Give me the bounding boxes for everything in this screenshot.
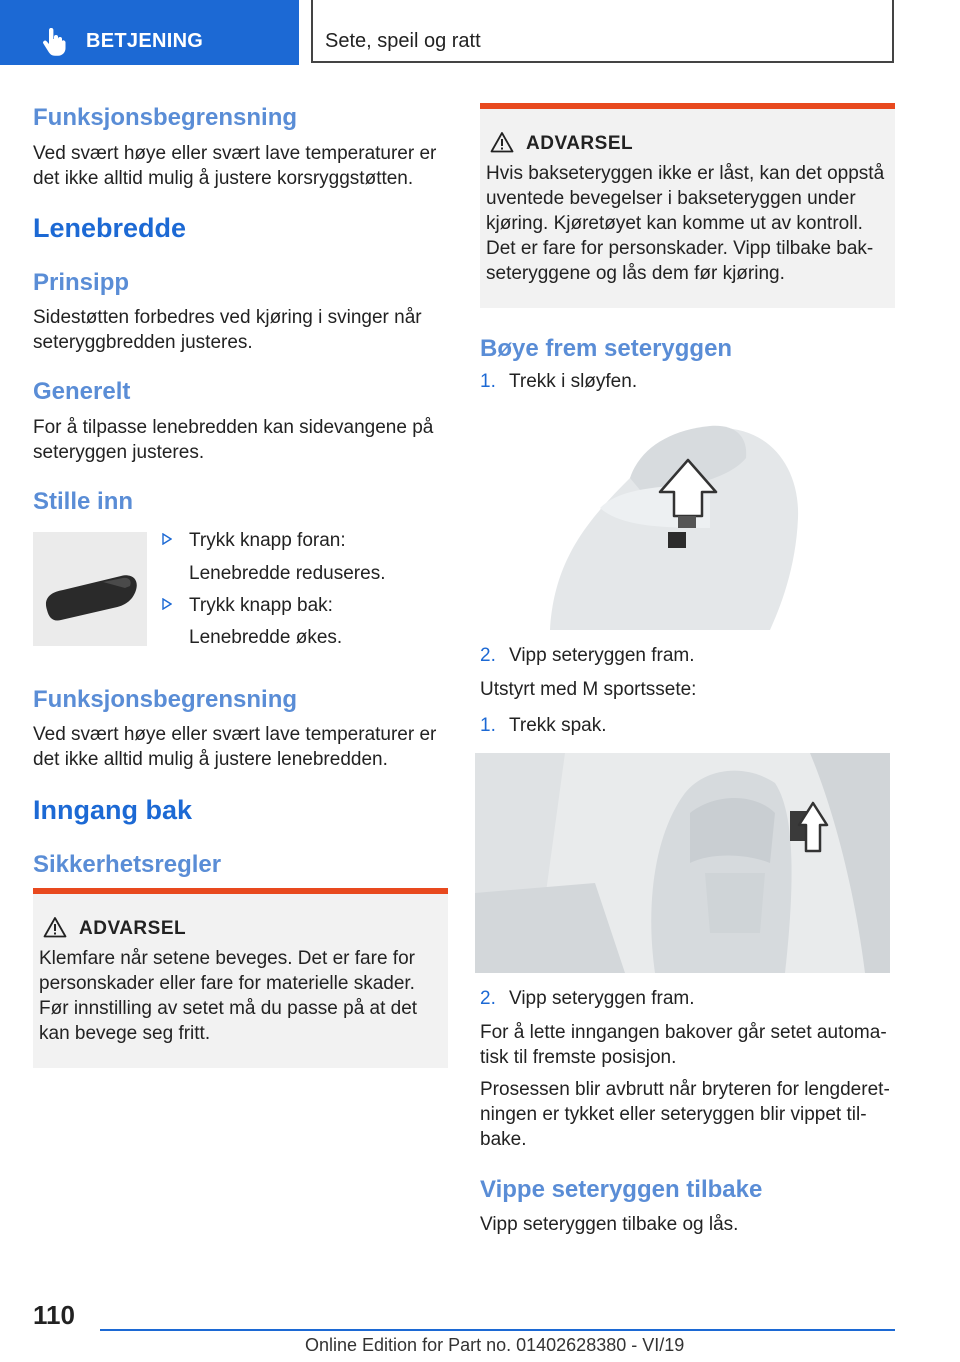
hand-pointer-icon (40, 28, 66, 56)
lenebredde-heading: Lenebredde (33, 213, 187, 243)
funksjonsbegrensning-heading-1: Funksjonsbegrensning (33, 104, 298, 131)
prinsipp-text: Sidestøtten forbedres ved kjøring i svinger når seteryggbredden justeres. (33, 307, 422, 353)
lenebredde-button-image (33, 532, 147, 646)
seat-loop-illustration (480, 408, 895, 630)
seat-button-illustration (33, 532, 147, 646)
warning-title: ADVARSEL (79, 918, 187, 939)
warning-box (480, 103, 895, 308)
bullet-label: Trykk knapp bak: (189, 595, 333, 616)
prinsipp-heading: Prinsipp (33, 269, 130, 296)
footer-edition: Online Edition for Part no. 01402628380 - VI/19 (305, 1335, 685, 1355)
generelt-heading: Generelt (33, 378, 131, 405)
vippe-tilbake-heading: Vippe seteryggen tilbake (480, 1176, 763, 1203)
step-text: Vipp seteryggen fram. (509, 988, 695, 1009)
warning-triangle-icon (490, 131, 514, 153)
footer-divider (100, 1329, 895, 1331)
sport-seat-text: Utstyrt med M sportssete: (480, 679, 697, 700)
sport-seat-illustration (475, 753, 890, 973)
funksjonsbegrensning-heading-2: Funksjonsbegrensning (33, 686, 298, 713)
chapter-header (311, 0, 894, 63)
bullet-label: Trykk knapp foran: (189, 530, 346, 551)
step-number: 2. (480, 645, 496, 666)
boye-frem-heading: Bøye frem seteryggen (480, 335, 733, 362)
step-text: Trekk spak. (509, 715, 607, 736)
stille-inn-heading: Stille inn (33, 488, 134, 515)
step-text: Trekk i sløyfen. (509, 371, 638, 392)
warning-title: ADVARSEL (526, 133, 634, 154)
bullet-subtext: Lenebredde reduseres. (189, 563, 386, 584)
generelt-text: For å tilpasse lenebredden kan sidevangene på seteryggen justeres. (33, 417, 434, 463)
interrupt-text: Prosessen blir avbrutt når bryteren for lengderetningen er tykket eller seteryggen blir vippet tilbake. (480, 1079, 890, 1150)
chapter-title: Sete, speil og ratt (325, 30, 481, 52)
bullet-triangle-icon (162, 533, 172, 545)
sikkerhetsregler-heading: Sikkerhetsregler (33, 851, 222, 878)
warning-triangle-icon (43, 916, 67, 938)
seat-loop-image (480, 408, 895, 630)
vippe-tilbake-text: Vipp seteryggen tilbake og lås. (480, 1214, 739, 1235)
section-tab[interactable] (0, 0, 299, 65)
step-text: Vipp seteryggen fram. (509, 645, 695, 666)
sport-seat-image (475, 753, 890, 973)
bullet-triangle-icon (162, 598, 172, 610)
inngang-bak-heading: Inngang bak (33, 795, 193, 825)
step-number: 2. (480, 988, 496, 1009)
bullet-subtext: Lenebredde økes. (189, 627, 343, 648)
page-number: 110 (33, 1300, 75, 1330)
warning-text: Hvis bakseteryggen ikke er låst, kan det oppstå uventede bevegelser i bakseteryggen under kjøring. Kjøretøyet kan komme ut av kontroll. Det er fare for personskader. Vipp tilbake bakseteryggene og lås dem før kjøring. (486, 163, 885, 284)
funksjonsbegrensning-text-1: Ved svært høye eller svært lave temperaturer er det ikke alltid mulig å justere korsryggstøtten. (33, 143, 437, 189)
section-label: BETJENING (86, 30, 204, 52)
funksjonsbegrensning-text-2: Ved svært høye eller svært lave temperaturer er det ikke alltid mulig å justere lenebredden. (33, 724, 437, 770)
warning-box (33, 888, 448, 1068)
step-number: 1. (480, 715, 496, 736)
step-number: 1. (480, 371, 496, 392)
auto-position-text: For å lette inngangen bakover går setet automatisk til fremste posisjon. (480, 1022, 887, 1068)
warning-text: Klemfare når setene beveges. Det er fare for personskader eller fare for materielle skader. Før innstilling av setet må du passe på at det kan bevege seg fritt. (39, 948, 418, 1044)
